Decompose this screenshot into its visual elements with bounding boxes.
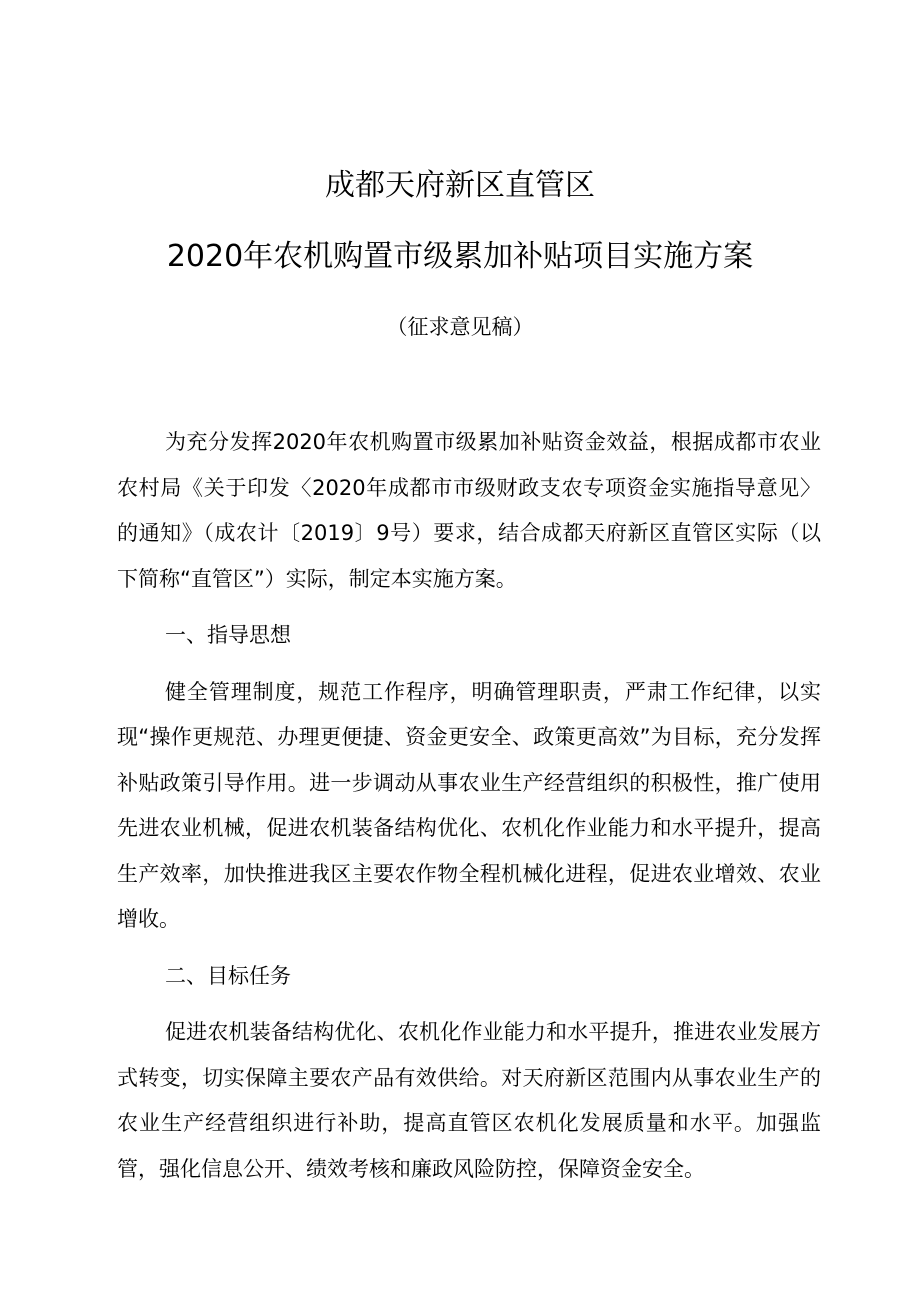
document-subtitle: （征求意见稿） xyxy=(386,315,534,339)
section-paragraph-guiding-ideology: 健全管理制度，规范工作程序，明确管理职责，严肃工作纪律，以实现“操作更规范、办理更便捷、资金更安全、政策更高效”为目标，充分发挥补贴政策引导作用。进一步调动从事农业生产经营组织的积极性，推广使用先进农业机械，促进农机装备结构优化、农机化作业能力和水平提升，提高生产效率，加快推进我区主要农作物全程机械化进程，促进农业增效、农业增收。 xyxy=(117,679,821,931)
section-heading-guiding-ideology: 一、指导思想 xyxy=(165,623,291,647)
document-title-line-1: 成都天府新区直管区 xyxy=(325,168,595,203)
intro-paragraph: 为充分发挥2020年农机购置市级累加补贴资金效益，根据成都市农业农村局《关于印发〈2020年成都市市级财政支农专项资金实施指导意见〉的通知》（成农计〔2019〕9号）要求，结合成都天府新区直管区实际（以下简称“直管区”）实际，制定本实施方案。 xyxy=(117,430,821,591)
section-paragraph-objectives: 促进农机装备结构优化、农机化作业能力和水平提升，推进农业发展方式转变，切实保障主要农产品有效供给。对天府新区范围内从事农业生产的农业生产经营组织进行补助，提高直管区农机化发展质量和水平。加强监管，强化信息公开、绩效考核和廉政风险防控，保障资金安全。 xyxy=(117,1020,821,1181)
document-body xyxy=(117,420,821,1192)
section-heading-objectives: 二、目标任务 xyxy=(165,963,291,988)
document-title-line-2: 2020年农机购置市级累加补贴项目实施方案 xyxy=(166,239,754,274)
